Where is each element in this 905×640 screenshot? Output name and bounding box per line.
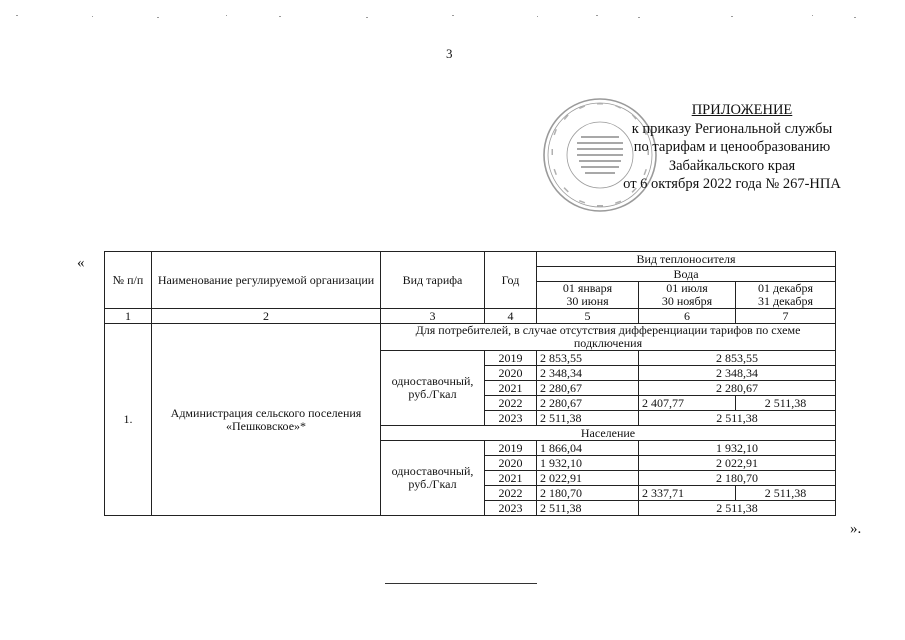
value-cell: 2 180,70 [537, 486, 639, 501]
value-cell: 2 407,77 [639, 396, 736, 411]
period-1-start: 01 января [562, 281, 613, 295]
year-cell: 2023 [485, 411, 537, 426]
value-cell: 2 348,34 [639, 366, 836, 381]
value-cell: 2 511,38 [537, 411, 639, 426]
header-period-3 [736, 282, 836, 309]
value-cell: 1 932,10 [537, 456, 639, 471]
opening-quote: « [77, 255, 85, 271]
year-cell: 2022 [485, 396, 537, 411]
value-cell: 2 511,38 [639, 411, 836, 426]
value-cell: 2 511,38 [639, 501, 836, 516]
header-heat-carrier: Вид теплоносителя [537, 252, 836, 267]
period-1-end: 30 июня [566, 294, 609, 308]
year-cell: 2021 [485, 471, 537, 486]
value-cell: 2 853,55 [639, 351, 836, 366]
header-period-1 [537, 282, 639, 309]
year-cell: 2022 [485, 486, 537, 501]
footnote-separator [385, 583, 537, 584]
column-number: 6 [639, 309, 736, 324]
appendix-line-4: от 6 октября 2022 года № 267-НПА [623, 176, 841, 192]
appendix-line-2: по тарифам и ценообразованию [633, 139, 831, 155]
header-organization: Наименование регулируемой организации [152, 252, 381, 309]
tariff-table [104, 251, 836, 516]
header-num: № п/п [105, 252, 152, 309]
appendix-heading [606, 101, 858, 194]
value-cell: 2 348,34 [537, 366, 639, 381]
year-cell: 2023 [485, 501, 537, 516]
value-cell: 2 853,55 [537, 351, 639, 366]
scan-speckles [0, 0, 905, 20]
appendix-line-3: Забайкальского края [668, 157, 796, 174]
column-number: 7 [736, 309, 836, 324]
tariff-type-cell: одноставочный, руб./Гкал [381, 351, 485, 426]
value-cell: 2 280,67 [639, 381, 836, 396]
header-period-2 [639, 282, 736, 309]
value-cell: 2 511,38 [736, 396, 836, 411]
value-cell: 2 337,71 [639, 486, 736, 501]
value-cell: 1 932,10 [639, 441, 836, 456]
closing-quote: ». [850, 521, 862, 537]
period-2-start: 01 июля [666, 281, 708, 295]
year-cell: 2020 [485, 366, 537, 381]
page-number: 3 [446, 46, 453, 61]
value-cell: 2 180,70 [639, 471, 836, 486]
period-3-start: 01 декабря [757, 281, 814, 295]
value-cell: 2 022,91 [537, 471, 639, 486]
organization-name: Администрация сельского поселения «Пешковское»* [152, 324, 381, 516]
header-tariff-type: Вид тарифа [381, 252, 485, 309]
header-year: Год [485, 252, 537, 309]
year-cell: 2019 [485, 351, 537, 366]
value-cell: 2 280,67 [537, 381, 639, 396]
row-number: 1. [105, 324, 152, 516]
section-title: Население [381, 426, 836, 441]
section-title: Для потребителей, в случае отсутствия дифференциации тарифов по схеме подключения [381, 324, 836, 351]
year-cell: 2019 [485, 441, 537, 456]
header-water: Вода [537, 267, 836, 282]
column-number: 3 [381, 309, 485, 324]
tariff-type-cell: одноставочный, руб./Гкал [381, 441, 485, 516]
year-cell: 2020 [485, 456, 537, 471]
period-3-end: 31 декабря [757, 294, 814, 308]
column-number: 1 [105, 309, 152, 324]
year-cell: 2021 [485, 381, 537, 396]
period-2-end: 30 ноября [661, 294, 713, 308]
value-cell: 2 280,67 [537, 396, 639, 411]
value-cell: 2 022,91 [639, 456, 836, 471]
column-number: 2 [152, 309, 381, 324]
value-cell: 2 511,38 [736, 486, 836, 501]
value-cell: 2 511,38 [537, 501, 639, 516]
column-numbers-row [105, 309, 836, 324]
value-cell: 1 866,04 [537, 441, 639, 456]
column-number: 4 [485, 309, 537, 324]
appendix-line-1: к приказу Региональной службы [631, 120, 833, 137]
appendix-title: ПРИЛОЖЕНИЕ [691, 102, 793, 118]
column-number: 5 [537, 309, 639, 324]
